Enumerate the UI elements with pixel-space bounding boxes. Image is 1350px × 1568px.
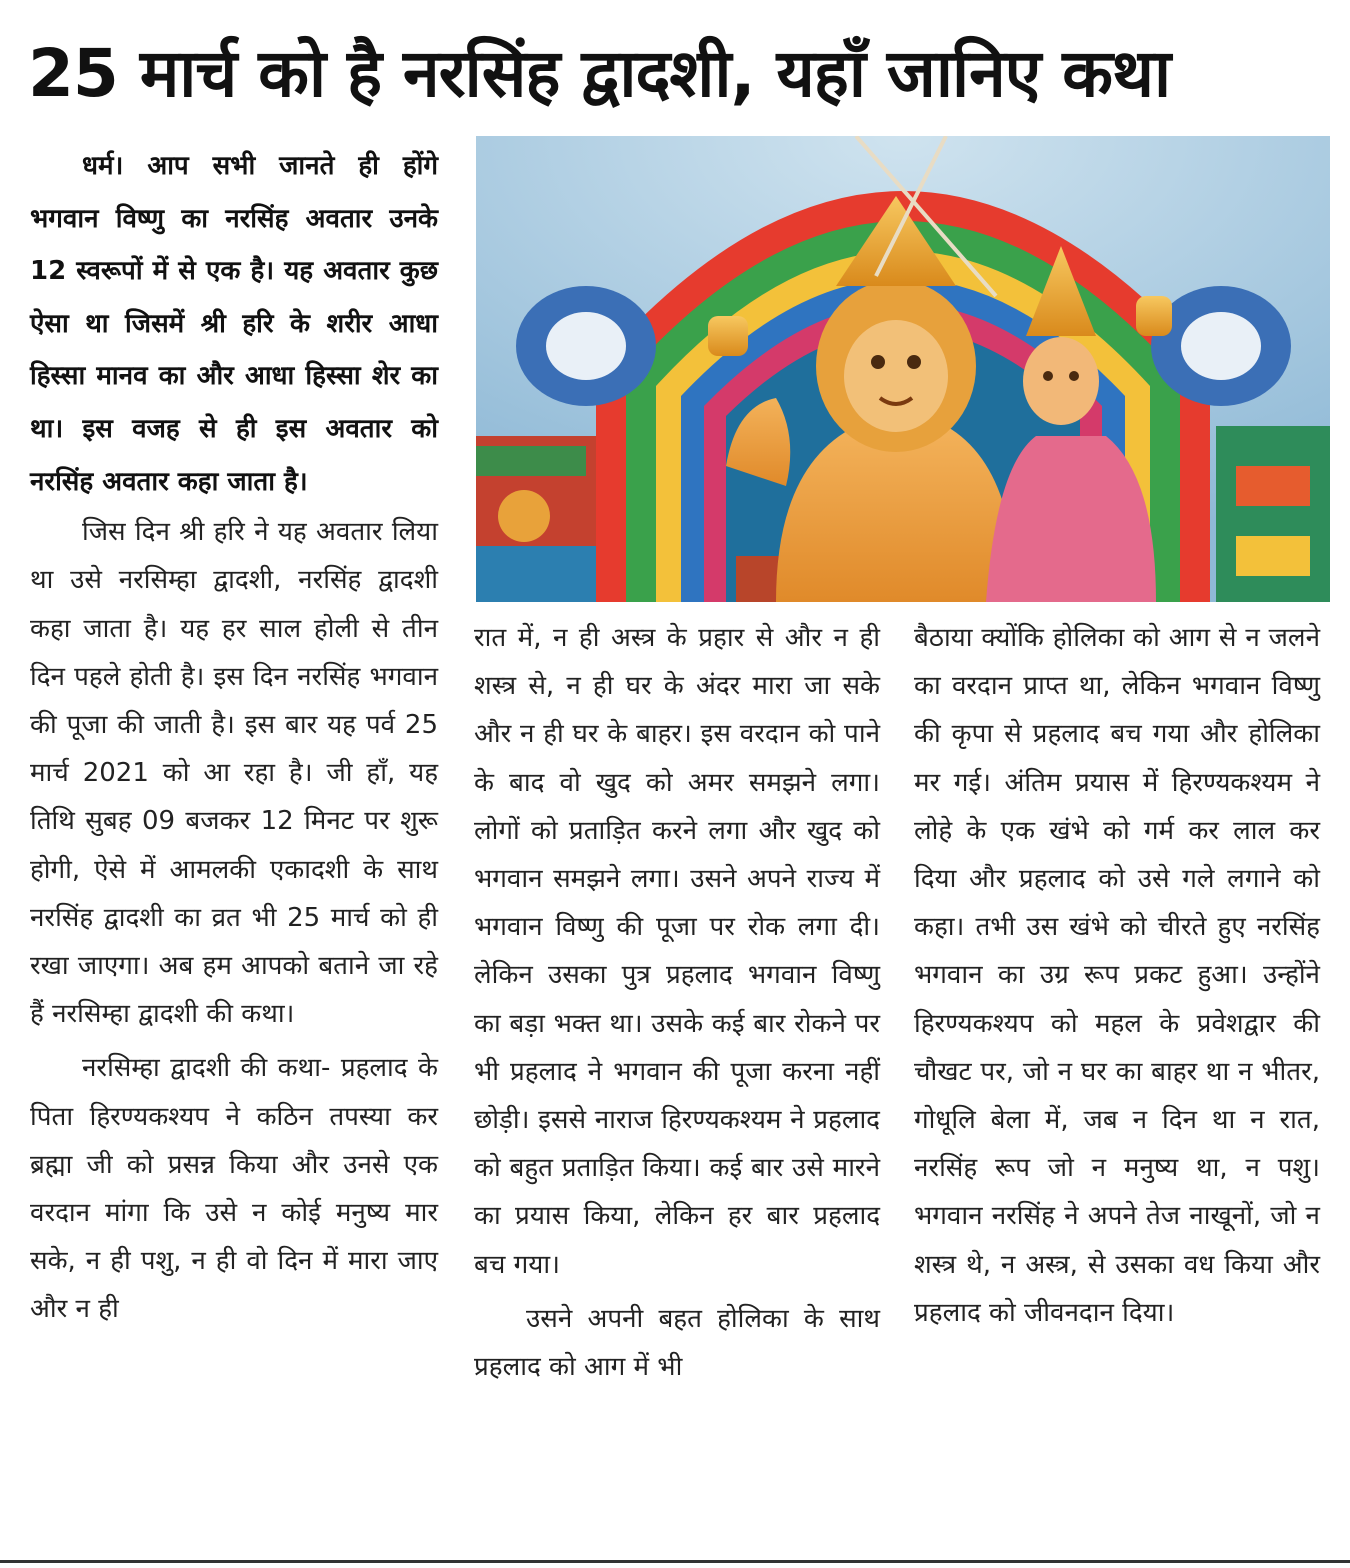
body-paragraph: जिस दिन श्री हरि ने यह अवतार लिया था उसे नरसिम्हा द्वादशी, नरसिंह द्वादशी कहा जाता है। यह हर साल होली से तीन दिन पहले होती है। इस दिन नरसिंह भगवान की पूजा की जाती है। इस बार यह पर्व 25 मार्च 2021 को आ रहा है। जी हाँ, यह तिथि सुबह 09 बजकर 12 मिनट पर शुरू होगी, ऐसे में आमलकी एकादशी के साथ नरसिंह द्वादशी का व्रत भी 25 मार्च को ही रखा जाएगा। अब हम आपको बताने जा रहे हैं नरसिम्हा द्वादशी की कथा। bbox=[30, 517, 438, 1030]
temple-sculpture-illustration bbox=[476, 136, 1330, 602]
body-paragraph: नरसिम्हा द्वादशी की कथा- प्रहलाद के पिता हिरण्यकश्यप ने कठिन तपस्या कर ब्रह्मा जी को प्रसन्न किया और उनसे एक वरदान मांगा कि उसे न कोई मनुष्य मार सके, न ही पशु, न ही वो दिन में मारा जाए और न ही bbox=[30, 1053, 438, 1325]
body-paragraph: बैठाया क्योंकि होलिका को आग से न जलने का वरदान प्राप्त था, लेकिन भगवान विष्णु की कृपा से प्रहलाद बच गया और होलिका मर गई। अंतिम प्रयास में हिरण्यकश्यम ने लोहे के एक खंभे को गर्म कर लाल कर दिया और प्रहलाद को उसे गले लगाने को कहा। तभी उस खंभे को चीरते हुए नरसिंह भगवान का उग्र रूप प्रकट हुआ। उन्होंने हिरण्यकश्यप को महल के प्रवेशद्वार की चौखट पर, जो न घर का बाहर था न भीतर, गोधूलि बेला में, जब न दिन था न रात, नरसिंह रूप जो न मनुष्य था, न पशु। भगवान नरसिंह ने अपने तेज नाखूनों, जो न शस्त्र थे, न अस्त्र, से उसका वध किया और प्रहलाद को जीवनदान दिया। bbox=[914, 623, 1320, 1328]
article-column-2 bbox=[474, 614, 880, 1391]
article-column-1 bbox=[30, 140, 438, 1334]
narasimha-lakshmi-temple-photo bbox=[476, 136, 1330, 602]
article-column-3 bbox=[914, 614, 1320, 1337]
bottom-divider bbox=[0, 1560, 1350, 1563]
lead-paragraph: धर्म। आप सभी जानते ही होंगे भगवान विष्णु का नरसिंह अवतार उनके 12 स्वरूपों में से एक है। यह अवतार कुछ ऐसा था जिसमें श्री हरि के शरीर आधा हिस्सा मानव का और आधा हिस्सा शेर का था। इस वजह से ही इस अवतार को नरसिंह अवतार कहा जाता है। bbox=[30, 151, 438, 497]
body-paragraph: रात में, न ही अस्त्र के प्रहार से और न ही शस्त्र से, न ही घर के अंदर मारा जा सके और न ही घर के बाहर। इस वरदान को पाने के बाद वो खुद को अमर समझने लगा। लोगों को प्रताड़ित करने लगा और खुद को भगवान समझने लगा। उसने अपने राज्य में भगवान विष्णु की पूजा पर रोक लगा दी। लेकिन उसका पुत्र प्रहलाद भगवान विष्णु का बड़ा भक्त था। उसके कई बार रोकने पर भी प्रहलाद ने भगवान की पूजा करना नहीं छोड़ी। इससे नाराज हिरण्यकश्यम ने प्रहलाद को बहुत प्रताड़ित किया। कई बार उसे मारने का प्रयास किया, लेकिन हर बार प्रहलाद बच गया। bbox=[474, 623, 880, 1280]
headline: 25 मार्च को है नरसिंह द्वादशी, यहाँ जानिए कथा bbox=[28, 35, 1171, 112]
body-paragraph: उसने अपनी बहत होलिका के साथ प्रहलाद को आग में भी bbox=[474, 1303, 880, 1383]
